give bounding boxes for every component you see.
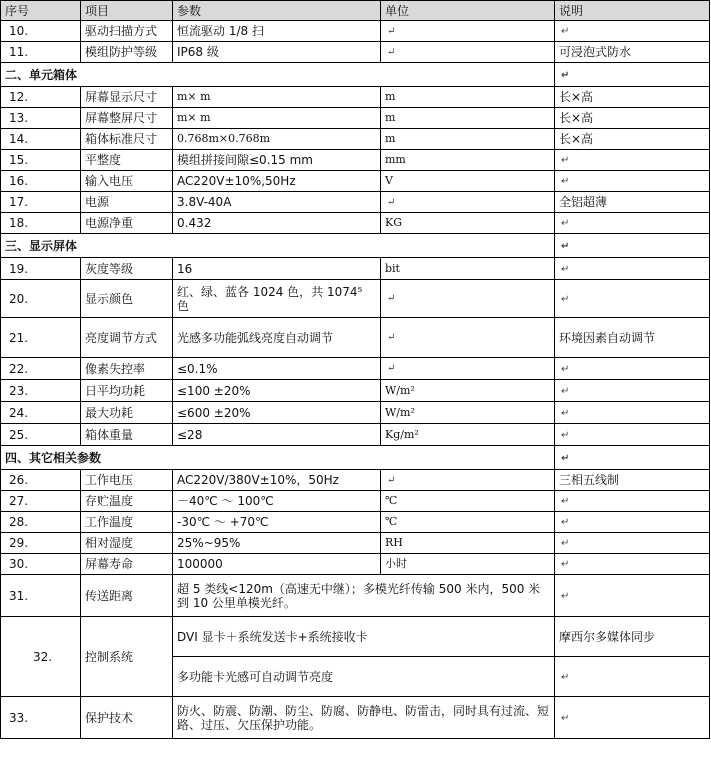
- paragraph-mark-icon: ↵: [561, 155, 570, 166]
- row-item: [81, 129, 173, 150]
- row-param: [173, 512, 381, 533]
- row-unit-text: ℃: [385, 494, 398, 507]
- row-number-text: 11.: [9, 45, 29, 59]
- section-note-cell: [555, 234, 710, 258]
- row-item-text: 像素失控率: [85, 361, 146, 376]
- table-row: [1, 87, 710, 108]
- table-row: [1, 402, 710, 424]
- row-param-text: IP68 级: [177, 45, 219, 59]
- row-unit: [381, 171, 555, 192]
- paragraph-mark-icon: ↵: [561, 496, 570, 507]
- row-item: 传送距离: [81, 575, 173, 617]
- row-item-text: 工作温度: [85, 515, 134, 529]
- row-unit-text: m: [385, 132, 396, 145]
- row-item: [81, 150, 173, 171]
- row-param-text: 0.768m×0.768m: [177, 132, 271, 145]
- row-number-text: 19.: [9, 261, 29, 276]
- row-item: 控制系统: [81, 617, 173, 697]
- row-unit-text: bit: [385, 261, 400, 275]
- row-unit-text: 小时: [385, 557, 407, 570]
- paragraph-mark-icon: ↵: [387, 46, 396, 58]
- row-item-text: 电源: [85, 195, 110, 209]
- row-item: [81, 213, 173, 234]
- row-number: [1, 171, 81, 192]
- row-item: [81, 402, 173, 424]
- section-title: 三、显示屏体: [1, 234, 555, 258]
- row-unit: [381, 470, 555, 491]
- row-param: [173, 150, 381, 171]
- header-note: 说明: [555, 1, 710, 21]
- row-param: [173, 358, 381, 380]
- rows-group-a: [1, 21, 710, 63]
- row-item: [81, 280, 173, 318]
- row-param: [173, 402, 381, 424]
- row-param: [173, 554, 381, 575]
- table-row: [1, 697, 710, 739]
- row-note: [555, 380, 710, 402]
- row-param: [173, 87, 381, 108]
- paragraph-mark-icon: ↵: [561, 712, 570, 724]
- row-item-text: 平整度: [85, 153, 122, 167]
- table-row: [1, 380, 710, 402]
- row-param: [173, 21, 381, 42]
- row-item-text: 相对湿度: [85, 536, 134, 550]
- row-number-text: 28.: [9, 515, 29, 529]
- paragraph-mark-icon: ↵: [561, 407, 570, 419]
- table-row: [1, 533, 710, 554]
- row-item: [81, 554, 173, 575]
- row-param-text: 3.8V-40A: [177, 195, 232, 209]
- table-row: [1, 258, 710, 280]
- row-param: [173, 533, 381, 554]
- row-number: 33.: [1, 697, 81, 739]
- paragraph-mark-icon: ↵: [561, 263, 570, 275]
- row-number-text: 17.: [9, 195, 29, 209]
- paragraph-mark-icon: ↵: [387, 196, 396, 208]
- row-unit: [381, 491, 555, 512]
- row-unit: [381, 108, 555, 129]
- paragraph-mark-icon: ↵: [561, 452, 570, 464]
- row-unit: [381, 87, 555, 108]
- table-row: [1, 491, 710, 512]
- row-note: [555, 318, 710, 358]
- row-number-text: 21.: [9, 330, 29, 345]
- paragraph-mark-icon: ↵: [387, 25, 396, 37]
- row-param: [173, 192, 381, 213]
- row-number-text: 27.: [9, 494, 29, 508]
- row-number-text: 18.: [9, 216, 29, 230]
- row-number: [1, 512, 81, 533]
- row-param-text: ≤0.1%: [177, 361, 218, 376]
- table-row: [1, 192, 710, 213]
- row-param: 超 5 类线<120m（高速无中继）；多模光纤传输 500 米内，500 米到 10 公里单模光纤。: [173, 575, 555, 617]
- row-number: [1, 129, 81, 150]
- row-number-text: 24.: [9, 405, 29, 420]
- row-number: [1, 424, 81, 446]
- section-row: [1, 234, 710, 258]
- row-number-text: 25.: [9, 427, 29, 442]
- table-row: [1, 554, 710, 575]
- table-row: [1, 213, 710, 234]
- row-number: [1, 358, 81, 380]
- row-param-text: ≤28: [177, 427, 203, 442]
- row-unit: [381, 280, 555, 318]
- row-item: [81, 470, 173, 491]
- row-unit: [381, 512, 555, 533]
- row-unit: [381, 424, 555, 446]
- row-item-text: 灰度等级: [85, 261, 134, 276]
- row-unit: [381, 318, 555, 358]
- rows-group-b: [1, 87, 710, 234]
- row-number: [1, 150, 81, 171]
- row-note-text: 全铝超薄: [559, 195, 608, 209]
- row-note: [555, 108, 710, 129]
- row-note: [555, 192, 710, 213]
- rows-group-d: [1, 470, 710, 575]
- row-number: [1, 554, 81, 575]
- row-unit: [381, 258, 555, 280]
- header-row: [1, 1, 710, 21]
- row-unit-text: W/m²: [385, 405, 415, 419]
- row-number: [1, 21, 81, 42]
- row-param: [173, 171, 381, 192]
- row-param-text: m× m: [177, 90, 211, 103]
- row-note-text: 可浸泡式防水: [559, 45, 632, 59]
- row-item-text: 最大功耗: [85, 405, 134, 420]
- row-unit-text: m: [385, 111, 396, 124]
- row-param: 多功能卡光感可自动调节亮度: [173, 657, 555, 697]
- row-number-text: 14.: [9, 132, 29, 146]
- row-item: [81, 424, 173, 446]
- table-row: [1, 280, 710, 318]
- paragraph-mark-icon: ↵: [561, 218, 570, 229]
- row-note: [555, 129, 710, 150]
- row-param-text: 0.432: [177, 216, 212, 230]
- table-row: [1, 617, 710, 657]
- table-row: [1, 108, 710, 129]
- row-unit-text: m: [385, 90, 396, 103]
- row-param-text: m× m: [177, 111, 211, 124]
- row-number: [1, 213, 81, 234]
- row-note: [555, 697, 710, 739]
- row-param-text: ≤600 ±20%: [177, 405, 251, 420]
- paragraph-mark-icon: ↵: [387, 474, 396, 486]
- row-note: [555, 42, 710, 63]
- row-unit-text: mm: [385, 153, 406, 166]
- row-unit-text: ℃: [385, 515, 398, 528]
- row-note: 摩西尔多媒体同步: [555, 617, 710, 657]
- row-item: [81, 87, 173, 108]
- row-unit: [381, 380, 555, 402]
- row-param-text: ≤100 ±20%: [177, 383, 251, 398]
- row-note: [555, 171, 710, 192]
- row-param: [173, 213, 381, 234]
- rows-group-c: [1, 258, 710, 446]
- table-row: [1, 171, 710, 192]
- paragraph-mark-icon: ↵: [561, 590, 570, 602]
- row-param: DVI 显卡＋系统发送卡+系统接收卡: [173, 617, 555, 657]
- paragraph-mark-icon: ↵: [561, 240, 570, 252]
- row-note: [555, 512, 710, 533]
- paragraph-mark-icon: ↵: [561, 26, 570, 37]
- row-param-text: 光感多功能弧线亮度自动调节: [177, 330, 334, 345]
- row-item-text: 显示颜色: [85, 291, 134, 306]
- row-param-text: －40℃ ～ 100℃: [177, 494, 274, 508]
- row-number: [1, 280, 81, 318]
- row-item: [81, 42, 173, 63]
- row-param: [173, 258, 381, 280]
- paragraph-mark-icon: ↵: [561, 429, 570, 441]
- row-param-text: 模组拼接间隙≤0.15 mm: [177, 153, 313, 167]
- row-number-text: 12.: [9, 90, 29, 104]
- row-param-text: 100000: [177, 557, 223, 571]
- row-note: [555, 470, 710, 491]
- row-number-text: 22.: [9, 361, 29, 376]
- row-number-text: 20.: [9, 291, 29, 306]
- row-unit: [381, 42, 555, 63]
- row-param: [173, 42, 381, 63]
- paragraph-mark-icon: ↵: [561, 559, 570, 570]
- row-item-text: 屏幕整屏尺寸: [85, 111, 158, 125]
- paragraph-mark-icon: ↵: [561, 69, 570, 81]
- row-param-text: 红、绿、蓝各 1024 色，共 1074⁵ 色: [177, 284, 363, 313]
- row-note: [555, 150, 710, 171]
- table-row: [1, 318, 710, 358]
- table-row: [1, 470, 710, 491]
- row-number: [1, 402, 81, 424]
- row-item: [81, 512, 173, 533]
- row-unit-text: RH: [385, 536, 403, 549]
- row-unit: [381, 358, 555, 380]
- row-item-text: 模组防护等级: [85, 45, 158, 59]
- row-note: [555, 21, 710, 42]
- row-unit: [381, 192, 555, 213]
- row-item-text: 箱体重量: [85, 427, 134, 442]
- section-row: [1, 446, 710, 470]
- row-param-text: -30℃ ～ +70℃: [177, 515, 269, 529]
- row-item-text: 日平均功耗: [85, 383, 146, 398]
- row-number: [1, 470, 81, 491]
- row-note-text: 长×高: [559, 111, 594, 125]
- row-param-text: AC220V±10%,50Hz: [177, 174, 296, 188]
- row-item: [81, 171, 173, 192]
- table-row: [1, 129, 710, 150]
- row-note: [555, 402, 710, 424]
- paragraph-mark-icon: ↵: [561, 671, 570, 683]
- row-item-text: 存贮温度: [85, 494, 134, 508]
- paragraph-mark-icon: ↵: [387, 363, 396, 374]
- table-row: [1, 575, 710, 617]
- section-note-cell: [555, 446, 710, 470]
- row-note-text: 三相五线制: [559, 473, 620, 487]
- row-param-text: 16: [177, 261, 193, 276]
- table-row: [1, 512, 710, 533]
- header-no: 序号: [1, 1, 81, 21]
- row-number-text: 15.: [9, 153, 29, 167]
- row-item: [81, 491, 173, 512]
- table-row: [1, 424, 710, 446]
- row-note: [555, 358, 710, 380]
- row-item-text: 驱动扫描方式: [85, 24, 158, 38]
- row-unit-text: Kg/m²: [385, 427, 419, 441]
- row-param: [173, 280, 381, 318]
- paragraph-mark-icon: ↵: [561, 538, 570, 549]
- row-param: [173, 108, 381, 129]
- row-param: [173, 491, 381, 512]
- row-number: [1, 87, 81, 108]
- row-number-text: 29.: [9, 536, 29, 550]
- row-number: [1, 42, 81, 63]
- row-unit: [381, 533, 555, 554]
- row-param-text: 25%~95%: [177, 536, 241, 550]
- row-note: [555, 554, 710, 575]
- row-note-text: 长×高: [559, 90, 594, 104]
- row-item: [81, 380, 173, 402]
- row-param: 防火、防震、防潮、防尘、防腐、防静电、防雷击，同时具有过流、短路、过压、欠压保护功能。: [173, 697, 555, 739]
- row-unit-text: V: [385, 174, 393, 187]
- row-note-text: 长×高: [559, 132, 594, 146]
- header-unit: 单位: [381, 1, 555, 21]
- row-param: [173, 318, 381, 358]
- row-item: [81, 358, 173, 380]
- row-note-text: 环境因素自动调节: [559, 330, 656, 345]
- row-item: [81, 21, 173, 42]
- row-number: [1, 380, 81, 402]
- paragraph-mark-icon: ↵: [561, 176, 570, 187]
- paragraph-mark-icon: ↵: [561, 385, 570, 397]
- section-title: 二、单元箱体: [1, 63, 555, 87]
- table-row: [1, 358, 710, 380]
- row-unit-text: KG: [385, 216, 403, 229]
- row-param: [173, 380, 381, 402]
- paragraph-mark-icon: ↵: [387, 293, 396, 304]
- row-param: [173, 424, 381, 446]
- header-param: 参数: [173, 1, 381, 21]
- table-row: [1, 21, 710, 42]
- row-param-text: 恒流驱动 1/8 扫: [177, 24, 264, 38]
- paragraph-mark-icon: ↵: [561, 363, 570, 375]
- section-note-cell: [555, 63, 710, 87]
- section-title: 四、其它相关参数: [1, 446, 555, 470]
- row-number: [1, 108, 81, 129]
- row-number: [1, 318, 81, 358]
- row-unit-text: W/m²: [385, 383, 415, 397]
- row-unit: [381, 129, 555, 150]
- row-number: 31.: [1, 575, 81, 617]
- row-number-text: 23.: [9, 383, 29, 398]
- row-number-text: 13.: [9, 111, 29, 125]
- row-item-text: 电源净重: [85, 216, 134, 230]
- paragraph-mark-icon: ↵: [561, 517, 570, 528]
- paragraph-mark-icon: ↵: [387, 332, 396, 343]
- row-param-text: AC220V/380V±10%，50Hz: [177, 473, 339, 487]
- row-note: [555, 87, 710, 108]
- row-item-text: 亮度调节方式: [85, 330, 158, 345]
- row-number-text: 26.: [9, 473, 29, 487]
- row-note: [555, 657, 710, 697]
- row-unit: [381, 213, 555, 234]
- row-note: [555, 280, 710, 318]
- row-param: [173, 129, 381, 150]
- row-item: [81, 258, 173, 280]
- row-item-text: 箱体标准尺寸: [85, 132, 158, 146]
- row-unit: [381, 402, 555, 424]
- row-note: [555, 258, 710, 280]
- row-note: [555, 491, 710, 512]
- row-number: [1, 192, 81, 213]
- row-item-text: 屏幕寿命: [85, 557, 134, 571]
- row-note: [555, 533, 710, 554]
- row-number: [1, 533, 81, 554]
- row-item-text: 屏幕显示尺寸: [85, 90, 158, 104]
- row-unit: [381, 21, 555, 42]
- row-param: [173, 470, 381, 491]
- table-row: [1, 150, 710, 171]
- table-row: [1, 42, 710, 63]
- row-number-text: 16.: [9, 174, 29, 188]
- row-unit: [381, 554, 555, 575]
- row-item: [81, 318, 173, 358]
- section-row: [1, 63, 710, 87]
- paragraph-mark-icon: ↵: [561, 293, 570, 305]
- row-note: [555, 213, 710, 234]
- row-note: [555, 424, 710, 446]
- header-item: 项目: [81, 1, 173, 21]
- row-number-text: 30.: [9, 557, 29, 571]
- row-item-text: 工作电压: [85, 473, 134, 487]
- row-number: 32.: [1, 617, 81, 697]
- row-item: [81, 108, 173, 129]
- row-number-text: 10.: [9, 24, 29, 38]
- row-item: 保护技术: [81, 697, 173, 739]
- row-item: [81, 533, 173, 554]
- row-item-text: 输入电压: [85, 174, 134, 188]
- row-number: [1, 258, 81, 280]
- row-unit: [381, 150, 555, 171]
- row-item: [81, 192, 173, 213]
- row-number: [1, 491, 81, 512]
- row-note: [555, 575, 710, 617]
